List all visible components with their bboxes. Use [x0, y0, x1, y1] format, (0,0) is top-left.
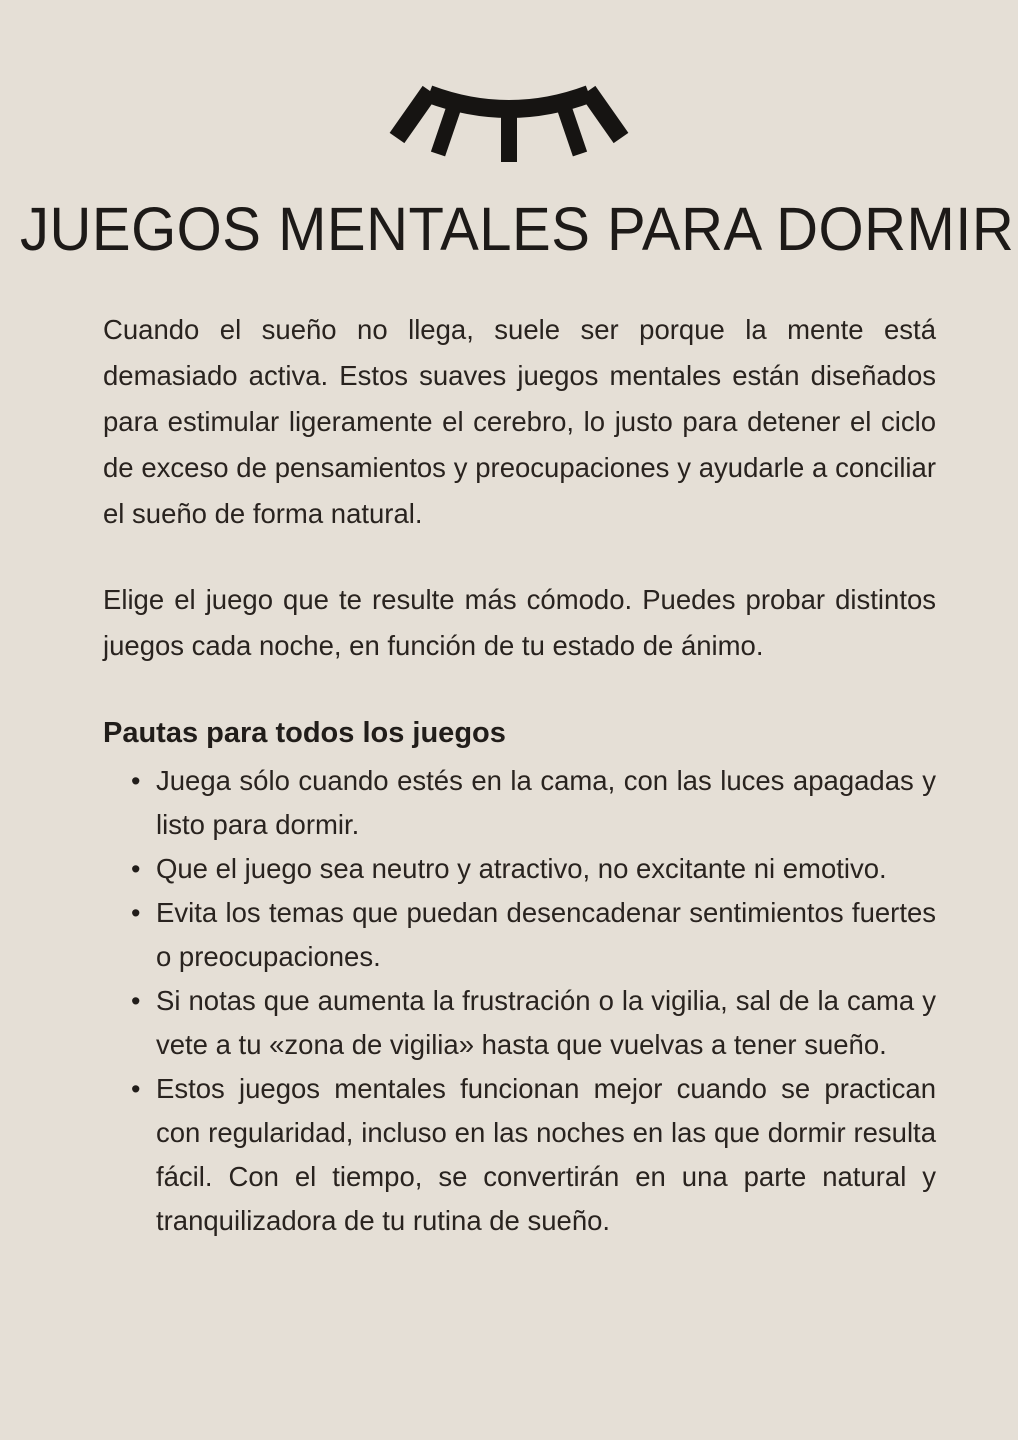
page-title: JUEGOS MENTALES PARA DORMIR	[20, 195, 1015, 264]
intro-paragraph-1: Cuando el sueño no llega, suele ser porque la mente está demasiado activa. Estos suaves juegos mentales están diseñados para estimular ligeramente el cerebro, lo justo para detener el ciclo de exceso de pensamientos y preocupaciones y ayudarle a conciliar el sueño de forma natural.	[103, 314, 936, 529]
list-item: • Que el juego sea neutro y atractivo, no excitante ni emotivo.	[131, 847, 936, 891]
list-item: • Juega sólo cuando estés en la cama, con las luces apagadas y listo para dormir.	[131, 759, 936, 847]
list-item: • Evita los temas que puedan desencadenar sentimientos fuertes o preocupaciones.	[131, 891, 936, 979]
document-body	[103, 307, 936, 1243]
header-icon-wrap	[0, 0, 1018, 168]
guidelines-list	[103, 759, 936, 1243]
list-item: • Estos juegos mentales funcionan mejor cuando se practican con regularidad, incluso en las noches en las que dormir resulta fácil. Con el tiempo, se convertirán en una parte natural y tranquilizadora de tu rutina de sueño.	[131, 1067, 936, 1243]
list-item: • Si notas que aumenta la frustración o la vigilia, sal de la cama y vete a tu «zona de vigilia» hasta que vuelvas a tener sueño.	[131, 979, 936, 1067]
intro-paragraph-2: Elige el juego que te resulte más cómodo. Puedes probar distintos juegos cada noche, en función de tu estado de ánimo.	[103, 584, 936, 661]
closed-eye-lashes-icon	[387, 80, 631, 166]
guidelines-heading: Pautas para todos los juegos	[103, 717, 506, 749]
